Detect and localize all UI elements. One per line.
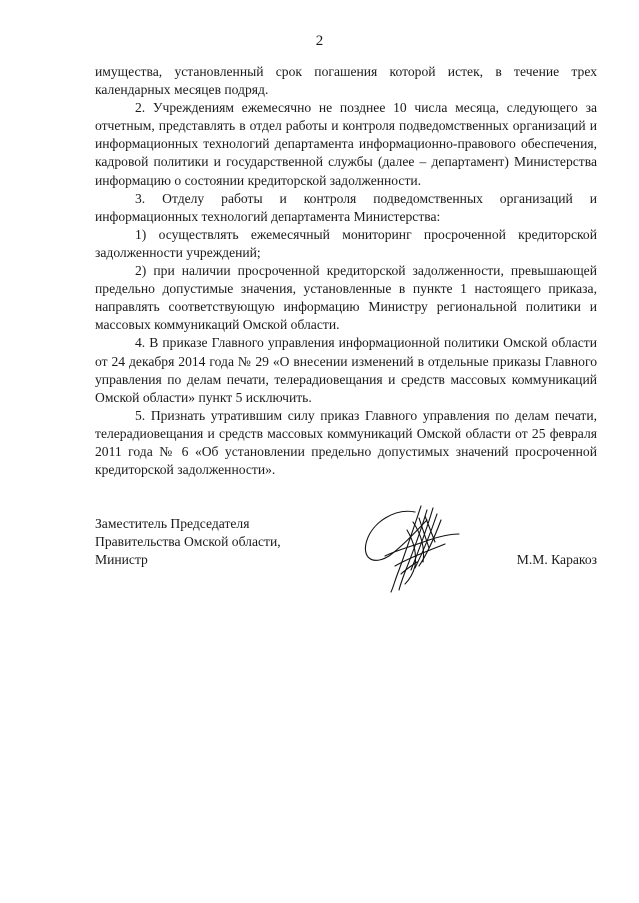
paragraph-subitem-1: 1) осуществлять ежемесячный мониторинг просроченной кредиторской задолженности учреждений; — [95, 226, 597, 260]
signatory-position-line-2: Правительства Омской области, — [95, 534, 281, 550]
paragraph-subitem-2: 2) при наличии просроченной кредиторской задолженности, превышающей предельно допустимые значения, установленные в пункте 1 настоящего приказа, направлять соответствующую информацию Министру региональной политики и массовых коммуникаций Омской области. — [95, 263, 597, 333]
signatory-position-line-1: Заместитель Председателя — [95, 516, 250, 531]
paragraph-item-2: 2. Учреждениям ежемесячно не позднее 10 числа месяца, следующего за отчетным, представлять в отдел работы и контроля подведомственных организаций и информационных технологий департамента информационно-правового обеспечения, кадровой политики и государственной службы (далее – департамент) Министерства информацию о состоянии кредиторской задолженности. — [95, 100, 597, 188]
signatory-position-line-3: Министр — [95, 552, 148, 568]
handwritten-signature — [355, 500, 465, 595]
document-body — [95, 63, 597, 479]
page-number: 2 — [315, 33, 324, 49]
paragraph-item-3: 3. Отделу работы и контроля подведомственных организаций и информационных технологий департамента Министерства: — [95, 190, 597, 224]
paragraph-item-4: 4. В приказе Главного управления информационной политики Омской области от 24 декабря 2014 года № 29 «О внесении изменений в отдельные приказы Главного управления по делам печати, телерадиовещания и средств массовых коммуникаций Омской области» пункт 5 исключить. — [95, 335, 597, 405]
paragraph-item-5: 5. Признать утратившим силу приказ Главного управления по делам печати, телерадиовещания и средств массовых коммуникаций Омской области от 25 февраля 2011 года № 6 «Об установлении предельно допустимых значений просроченной кредиторской задолженности». — [95, 407, 597, 478]
signature-block — [95, 515, 597, 569]
paragraph-continuation: имущества, установленный срок погашения которой истек, в течение трех календарных месяцев подряд. — [95, 64, 597, 98]
signatory-name: М.М. Каракоз — [516, 552, 597, 567]
